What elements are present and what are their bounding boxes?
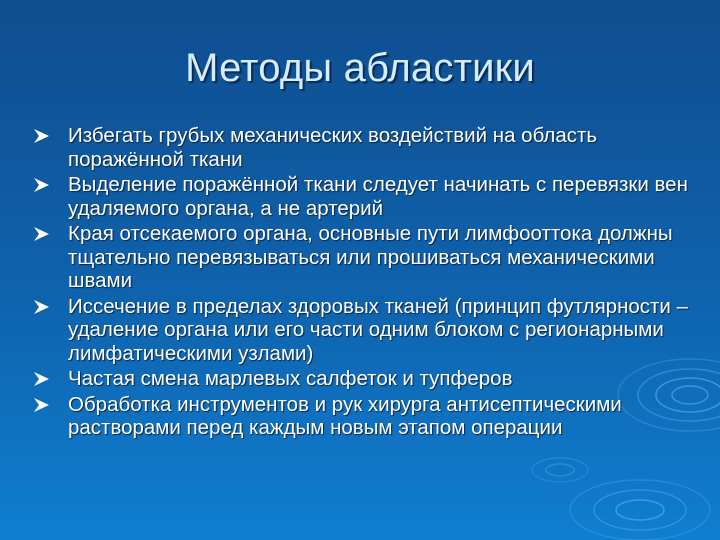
bullet-text: Края отсекаемого органа, основные пути лимфооттока должны тщательно перевязываться или прошиваться механическими швами [68,222,673,292]
slide-title: Методы абластики [185,46,535,90]
arrowhead-icon [34,129,49,143]
bullet-item [34,124,694,171]
bullet-text: Избегать грубых механических воздействий на область поражённой ткани [68,124,598,171]
bullet-item [34,222,694,293]
arrowhead-icon [34,178,49,192]
bullet-text: Частая смена марлевых салфеток и тупферов [68,367,513,390]
arrowhead-icon [34,300,49,314]
arrowhead-icon [34,372,49,386]
arrowhead-icon [34,398,49,412]
bullet-item [34,393,694,440]
bullet-item [34,173,694,220]
bullet-item [34,295,694,366]
bullet-list [34,124,694,442]
bullet-text: Обработка инструментов и рук хирурга антисептическими растворами перед каждым новым этапом операции [68,392,622,439]
bullet-item [34,367,694,391]
bullet-text: Иссечение в пределах здоровых тканей (принцип футлярности – удаление органа или его части одним блоком с регионарными лимфатическими узлами) [68,294,688,365]
arrowhead-icon [34,227,49,241]
bullet-text: Выделение поражённой ткани следует начинать с перевязки вен удаляемого органа, а не артерий [68,173,688,220]
